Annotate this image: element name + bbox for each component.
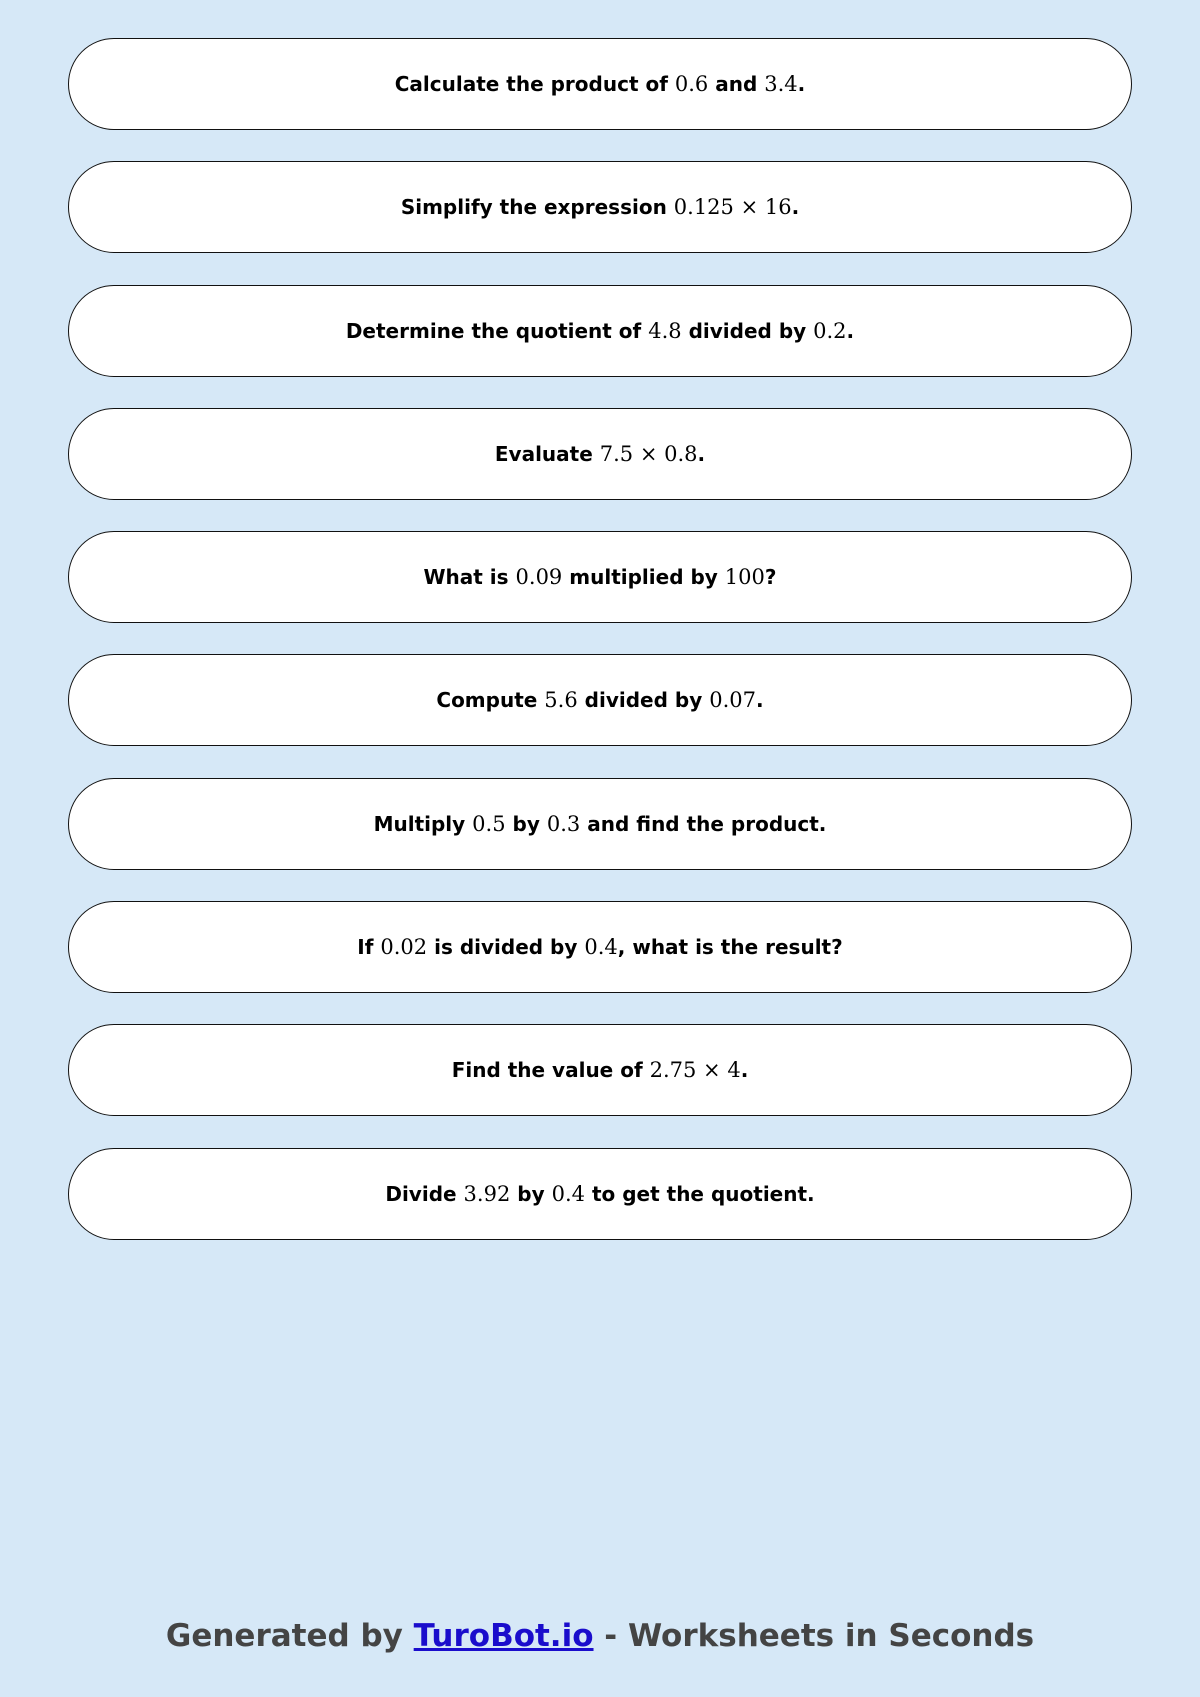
question-text-segment: Determine the quotient of	[345, 318, 649, 343]
question-card	[68, 654, 1132, 746]
math-expression: 7.5 × 0.8	[599, 441, 698, 466]
question-text	[357, 935, 842, 959]
question-text	[374, 812, 827, 836]
question-text-segment: and find the product.	[580, 811, 827, 836]
question-text	[436, 688, 763, 712]
question-text-segment: Multiply	[373, 811, 473, 836]
question-text	[452, 1058, 749, 1082]
question-text-segment: .	[791, 195, 800, 220]
question-text	[495, 442, 705, 466]
math-expression: 3.4	[764, 72, 798, 96]
question-text-segment: If	[357, 935, 381, 960]
question-text-segment: .	[755, 688, 764, 713]
question-text-segment: by	[505, 811, 547, 836]
question-text-segment: Divide	[385, 1181, 464, 1206]
math-expression: 3.92	[463, 1181, 511, 1206]
question-card	[68, 531, 1132, 623]
question-card	[68, 408, 1132, 500]
question-text-segment: is divided by	[427, 935, 585, 960]
question-text	[423, 565, 776, 589]
math-expression: 0.5	[472, 811, 506, 836]
question-text-segment: .	[797, 72, 806, 96]
math-expression: 0.6	[674, 72, 709, 96]
turobot-link[interactable]: TuroBot.io	[413, 1618, 594, 1654]
math-expression: 0.09	[515, 565, 563, 590]
question-text-segment: Simplify the expression	[400, 195, 674, 220]
question-text-segment: Find the value of	[451, 1058, 650, 1083]
question-card	[68, 901, 1132, 993]
question-text-segment: Evaluate	[494, 441, 600, 466]
question-text-segment: , what is the result?	[617, 935, 843, 960]
math-expression: 100	[724, 565, 765, 590]
question-text-segment: Compute	[436, 688, 545, 713]
question-text	[385, 1182, 814, 1206]
math-expression: 0.3	[546, 811, 581, 836]
math-expression: 0.2	[813, 318, 847, 343]
math-expression: 0.07	[709, 688, 756, 713]
question-text-segment: to get the quotient.	[585, 1181, 815, 1206]
math-expression: 0.125 × 16	[673, 195, 792, 220]
question-card	[68, 285, 1132, 377]
question-text	[395, 72, 806, 96]
question-card	[68, 38, 1132, 130]
math-expression: 4.8	[648, 318, 682, 343]
footer-prefix: Generated by	[165, 1618, 414, 1654]
question-list	[68, 38, 1132, 1271]
question-text-segment: divided by	[577, 688, 710, 713]
question-card	[68, 1024, 1132, 1116]
math-expression: 0.4	[584, 935, 618, 960]
question-card	[68, 778, 1132, 870]
math-expression: 0.02	[380, 935, 428, 960]
math-expression: 2.75 × 4	[649, 1058, 741, 1083]
question-card	[68, 161, 1132, 253]
footer-suffix: - Worksheets in Seconds	[593, 1618, 1035, 1654]
question-text	[346, 319, 854, 343]
question-card	[68, 1148, 1132, 1240]
question-text	[401, 195, 799, 219]
question-text-segment: and	[708, 72, 765, 96]
question-text-segment: by	[510, 1181, 552, 1206]
question-text-segment: divided by	[681, 318, 814, 343]
footer	[0, 1618, 1200, 1654]
question-text-segment: .	[740, 1058, 749, 1083]
question-text-segment: .	[697, 441, 706, 466]
question-text-segment: .	[846, 318, 855, 343]
math-expression: 5.6	[544, 688, 578, 713]
question-text-segment: multiplied by	[562, 565, 725, 590]
question-text-segment: What is	[423, 565, 516, 590]
question-text-segment: Calculate the product of	[394, 72, 675, 96]
question-text-segment: ?	[764, 565, 777, 590]
math-expression: 0.4	[551, 1181, 585, 1206]
